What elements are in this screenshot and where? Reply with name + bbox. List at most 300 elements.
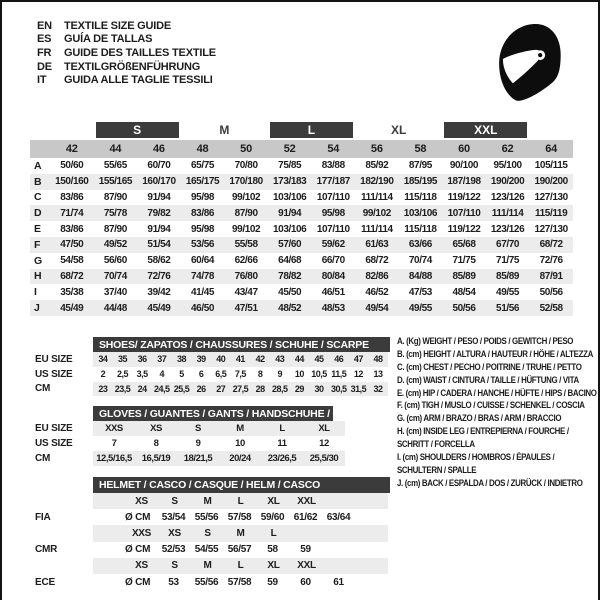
- measurement-cell: 71/75: [452, 255, 476, 267]
- measurement-cell: 150/160: [55, 176, 89, 188]
- measurement-legend: [397, 336, 600, 491]
- glove-size-cell: 20/24: [229, 453, 251, 464]
- measurement-cell: 90/100: [449, 160, 479, 172]
- title-block: [37, 19, 216, 87]
- shoe-size-cell: 43: [275, 354, 285, 365]
- row-letter: F: [34, 238, 41, 251]
- measure-row-e: [30, 221, 573, 237]
- size-group-m: M: [219, 123, 230, 137]
- measurement-cell: 83/86: [191, 207, 215, 219]
- helmet-size-header-cell: XXS: [131, 527, 152, 539]
- shoe-size-cell: 30: [314, 383, 324, 394]
- helmet-size-header-cell: M: [236, 527, 245, 539]
- helmet-size-cell: 58: [267, 544, 278, 556]
- helmet-size-cell: 60: [300, 576, 311, 588]
- helmet-size-cell: 53: [168, 576, 179, 588]
- size-group-spacer: [30, 122, 94, 138]
- measurement-cell: 91/94: [147, 223, 171, 235]
- measurement-cell: 71/74: [60, 207, 84, 219]
- measurement-cell: 95/98: [321, 207, 345, 219]
- measurement-cell: 85/89: [452, 270, 476, 282]
- shoe-size-cell: 26: [196, 383, 206, 394]
- measurement-cell: 76/80: [234, 270, 258, 282]
- helmet-size-cell: 57/58: [227, 511, 252, 523]
- diameter-unit: Ø CM: [125, 511, 151, 523]
- measurement-cell: 46/52: [365, 286, 389, 298]
- helmet-size-cell: 52/53: [161, 544, 186, 556]
- shoe-size-cell: 25,5: [173, 383, 190, 394]
- measurement-cell: 165/175: [185, 176, 220, 188]
- measurement-cell: 68/72: [539, 239, 563, 251]
- title-line: [37, 60, 216, 74]
- legend-line: SCHRITT / FORCELLA: [397, 439, 475, 450]
- shoe-size-cell: 46: [334, 354, 344, 365]
- measurement-cell: 190/200: [534, 176, 568, 188]
- shoe-size-cell: 11,5: [331, 369, 347, 380]
- measurement-cell: 119/122: [447, 191, 481, 203]
- helmet-cmr-row: [30, 542, 390, 558]
- guide-title: TEXTILE SIZE GUIDE: [64, 19, 172, 32]
- helmet-size-header-cell: XS: [135, 560, 148, 572]
- measure-row-b: [30, 174, 573, 190]
- shoe-size-cell: 6,5: [215, 369, 227, 380]
- shoe-size-cell: 45: [314, 354, 324, 365]
- measurement-cell: 105/115: [534, 160, 568, 172]
- measurement-cell: 41/45: [191, 286, 215, 298]
- shoe-size-cell: 7,5: [234, 369, 246, 380]
- measurement-cell: 83/86: [60, 223, 84, 235]
- title-line: [37, 46, 216, 60]
- helmet-size-header-cell: XS: [168, 527, 181, 539]
- helmet-size-cell: 63/64: [326, 511, 351, 523]
- measurement-cell: 60/70: [147, 160, 171, 172]
- size-header-cell: 52: [283, 143, 296, 155]
- shoe-size-cell: 31,5: [350, 383, 367, 394]
- measurement-cell: 54/58: [60, 255, 84, 267]
- shoe-size-cell: 48: [373, 354, 383, 365]
- shoe-size-cell: 40: [216, 354, 226, 365]
- measurement-cell: 46/51: [321, 286, 345, 298]
- glove-size-cell: 18/21,5: [183, 453, 213, 464]
- legend-line: H. (cm) INSIDE LEG / ENTREPIERNA / FOURCHE /: [397, 426, 569, 437]
- shoe-size-cell: 29: [294, 383, 304, 394]
- shoe-size-cell: 13: [373, 369, 383, 380]
- measurement-cell: 45/49: [147, 302, 171, 314]
- measurement-cell: 155/165: [98, 176, 133, 188]
- row-letter: E: [34, 223, 42, 236]
- measure-row-f: [30, 237, 573, 253]
- size-header-cell: 44: [109, 143, 122, 155]
- measurement-cell: 67/70: [496, 239, 520, 251]
- measurement-cell: 70/74: [103, 270, 127, 282]
- helmet-size-header-cell: XXL: [297, 495, 316, 507]
- measurement-cell: 56/60: [103, 255, 127, 267]
- size-header-cell: 54: [327, 143, 340, 155]
- shoe-size-cell: 28: [255, 383, 265, 394]
- helmet-size-header-cell: S: [204, 527, 211, 539]
- row-label: CM: [35, 383, 51, 395]
- row-label: EU SIZE: [35, 353, 73, 365]
- row-letter: A: [34, 159, 42, 172]
- glove-size-cell: 23/26,5: [267, 453, 297, 464]
- gloves-eu-row: [30, 421, 390, 436]
- language-code: ES: [37, 33, 52, 46]
- guide-title: GUIDA ALLE TAGLIE TESSILI: [64, 74, 213, 87]
- size-header-cell: 58: [414, 143, 427, 155]
- row-letter: C: [34, 191, 42, 204]
- measurement-cell: 107/110: [316, 223, 350, 235]
- measurement-cell: 95/100: [493, 160, 522, 172]
- legend-line: A. (Kg) WEIGHT / PESO / POIDS / GEWITCH / PESO: [397, 336, 574, 346]
- measurement-cell: 50/56: [452, 302, 476, 314]
- measurement-cell: 91/94: [278, 207, 302, 219]
- measurement-cell: 44/48: [103, 302, 127, 314]
- shoe-size-cell: 24,5: [154, 383, 170, 394]
- measurement-cell: 65/75: [191, 160, 215, 172]
- measurement-cell: 185/195: [403, 176, 438, 188]
- measure-row-c: [30, 190, 573, 206]
- measurement-cell: 123/126: [490, 223, 525, 235]
- measurement-cell: 49/54: [365, 302, 389, 314]
- legend-line: SCHULTERN / SPALLE: [397, 464, 477, 475]
- measure-row-a: [30, 158, 573, 174]
- shoe-size-cell: 2,5: [116, 369, 128, 380]
- standard-label: FIA: [35, 511, 51, 523]
- size-header-cell: 64: [545, 143, 558, 155]
- measurement-cell: 119/122: [447, 223, 481, 235]
- shoe-size-cell: 28,5: [271, 383, 288, 394]
- measurement-cell: 80/84: [321, 270, 345, 282]
- standard-label: CMR: [35, 544, 58, 556]
- legend-line: C. (cm) CHEST / PECHO / POITRINE / TRUHE / PETTO: [397, 361, 582, 372]
- helmet-ece-row: [30, 574, 390, 590]
- measurement-cell: 75/85: [278, 160, 302, 172]
- measurement-cell: 111/114: [360, 223, 393, 235]
- measurement-cell: 170/180: [229, 176, 263, 188]
- shoes-size-table: [30, 337, 390, 396]
- helmet-icon: [490, 15, 566, 109]
- legend-line: J. (cm) BACK / ESPALDA / DOS / ZURÜCK / INDIETRO: [397, 477, 583, 488]
- measurement-cell: 47/51: [234, 302, 258, 314]
- title-line: [37, 19, 216, 33]
- measurement-cell: 177/187: [316, 176, 350, 188]
- measurement-cell: 46/50: [191, 302, 215, 314]
- language-code: IT: [37, 74, 47, 87]
- measurement-cell: 48/52: [278, 302, 302, 314]
- shoe-size-cell: 39: [196, 354, 206, 365]
- shoe-size-cell: 3,5: [136, 369, 148, 380]
- helmet-size-cell: 55/56: [194, 576, 219, 588]
- measurement-cell: 71/75: [496, 255, 520, 267]
- measurement-cell: 78/82: [278, 270, 302, 282]
- shoe-size-cell: 4: [159, 369, 165, 380]
- helmet-size-cell: 59: [267, 576, 278, 588]
- helmet-fia-row: [30, 509, 390, 525]
- measurement-cell: 87/90: [103, 191, 127, 203]
- glove-size-cell: 16,5/19: [141, 453, 171, 464]
- measurement-cell: 99/102: [232, 223, 261, 235]
- gloves-us-row: [30, 436, 390, 451]
- shoe-size-cell: 2: [100, 369, 106, 380]
- measure-row-j: [30, 300, 573, 316]
- guide-title: GUÍA DE TALLAS: [64, 33, 153, 46]
- shoe-size-cell: 10: [294, 369, 304, 380]
- measurement-cell: 35/38: [60, 286, 84, 298]
- helmet-size-cell: 59: [300, 544, 311, 556]
- measurement-cell: 190/200: [490, 176, 525, 188]
- measurement-cell: 85/92: [365, 160, 389, 172]
- measurement-cell: 111/114: [360, 191, 393, 203]
- measurement-cell: 47/53: [408, 286, 432, 298]
- glove-size-cell: XL: [318, 423, 330, 434]
- size-header-cell: 60: [458, 143, 470, 155]
- shoes-eu-row: [30, 352, 390, 367]
- helmet-size-header-cell: M: [203, 495, 212, 507]
- helmet-size-header-cell: XL: [267, 495, 280, 507]
- measurement-cell: 107/110: [316, 191, 350, 203]
- measurement-cell: 50/60: [60, 160, 84, 172]
- measurement-cell: 52/58: [539, 302, 563, 314]
- measurement-cell: 123/126: [490, 191, 525, 203]
- glove-size-cell: S: [195, 423, 201, 434]
- measurement-cell: 68/72: [365, 255, 389, 267]
- measurement-cell: 87/95: [408, 160, 432, 172]
- helmet-size-header-cell: XS: [135, 495, 148, 507]
- size-group-l: L: [270, 122, 353, 138]
- size-group-xl: XL: [390, 123, 407, 137]
- glove-size-cell: 7: [111, 438, 117, 449]
- measurement-cell: 173/183: [273, 176, 307, 188]
- size-header-cell: 46: [153, 143, 165, 155]
- measurement-cell: 103/106: [403, 207, 438, 219]
- row-label: US SIZE: [35, 438, 73, 449]
- helmet-fia-sizes-row: [30, 493, 390, 509]
- size-header-row: [30, 140, 573, 158]
- measurement-cell: 37/40: [103, 286, 127, 298]
- helmet-size-table: [30, 477, 390, 590]
- measure-row-d: [30, 205, 573, 221]
- gloves-size-table: [30, 406, 390, 466]
- measurement-cell: 72/76: [147, 270, 171, 282]
- measure-row-g: [30, 253, 573, 269]
- glove-size-cell: 12,5/16,5: [96, 453, 132, 464]
- size-group-row: [30, 122, 573, 138]
- measurement-cell: 127/130: [534, 191, 568, 203]
- size-group-xxl: XXL: [444, 122, 527, 138]
- helmet-size-cell: 61/62: [293, 511, 318, 523]
- measurement-cell: 58/62: [147, 255, 171, 267]
- measurement-cell: 83/88: [321, 160, 345, 172]
- helmet-size-header-cell: L: [270, 527, 277, 539]
- measurement-cell: 74/78: [191, 270, 215, 282]
- measurement-cell: 75/78: [103, 207, 127, 219]
- measurement-cell: 82/86: [365, 270, 389, 282]
- measurement-cell: 111/114: [491, 207, 524, 219]
- size-header-cell: 50: [240, 143, 253, 155]
- language-code: FR: [37, 46, 52, 59]
- measurement-cell: 51/56: [496, 302, 520, 314]
- shoes-us-row: [30, 367, 390, 382]
- helmet-size-header-cell: XL: [267, 560, 280, 572]
- language-code: EN: [37, 19, 52, 32]
- language-code: DE: [37, 60, 52, 73]
- measurement-cell: 48/54: [452, 286, 476, 298]
- measurement-cell: 68/72: [60, 270, 84, 282]
- size-header-cell: 42: [65, 143, 78, 155]
- size-header-cell: 56: [370, 143, 383, 155]
- shoe-size-cell: 30,5: [330, 383, 347, 394]
- measurement-cell: 115/119: [535, 207, 568, 219]
- shoe-size-cell: 37: [157, 354, 167, 365]
- shoe-size-cell: 23: [98, 383, 108, 394]
- measurement-cell: 127/130: [534, 223, 568, 235]
- helmet-size-header-cell: S: [171, 495, 178, 507]
- measurement-cell: 53/56: [191, 239, 215, 251]
- measurement-cell: 85/89: [496, 270, 520, 282]
- measurement-cell: 43/47: [234, 286, 258, 298]
- row-letter: B: [34, 175, 42, 188]
- shoes-table-title: SHOES/ ZAPATOS / CHAUSSURES / SCHUHE / SCARPE: [93, 337, 390, 352]
- shoe-size-cell: 27,5: [232, 383, 249, 394]
- measurement-cell: 103/106: [273, 191, 307, 203]
- diameter-unit: Ø CM: [125, 544, 151, 556]
- shoe-size-cell: 32: [373, 383, 383, 394]
- measurement-cell: 70/74: [408, 255, 432, 267]
- measurement-cell: 107/110: [447, 207, 481, 219]
- measurement-cell: 65/68: [452, 239, 476, 251]
- helmet-size-header-cell: L: [237, 560, 244, 572]
- helmet-table-title: HELMET / CASCO / CASQUE / HELM / CASCO: [93, 477, 390, 493]
- measurement-cell: 51/54: [147, 239, 171, 251]
- measurement-cell: 62/66: [234, 255, 258, 267]
- glove-size-cell: 8: [153, 438, 159, 449]
- measurement-cell: 39/42: [147, 286, 171, 298]
- measurement-cell: 115/118: [404, 191, 437, 203]
- measurement-cell: 57/60: [278, 239, 302, 251]
- shoe-size-cell: 35: [117, 354, 127, 365]
- size-header-cell: 62: [501, 143, 514, 155]
- guide-title: TEXTILGRÖßENFÜHRUNG: [64, 60, 201, 73]
- measurement-cell: 45/50: [278, 286, 302, 298]
- glove-size-cell: XS: [150, 423, 162, 434]
- shoe-size-cell: 34: [98, 354, 108, 365]
- legend-line: D. (cm) WAIST / CINTURA / TAILLE / HÜFTUNG / VITA: [397, 374, 579, 385]
- measurement-cell: 49/55: [496, 286, 520, 298]
- shoe-size-cell: 23,5: [114, 383, 131, 394]
- gloves-table-title: GLOVES / GUANTES / GANTS / HANDSCHUHE / GUANTI: [93, 406, 333, 421]
- shoe-size-cell: 12: [353, 369, 363, 380]
- shoe-size-cell: 9: [277, 369, 282, 380]
- measurement-cell: 63/66: [408, 239, 432, 251]
- row-label: EU SIZE: [35, 423, 73, 434]
- helmet-size-cell: 56/57: [227, 544, 252, 556]
- row-letter: D: [34, 207, 42, 220]
- measurement-cell: 182/190: [360, 176, 394, 188]
- measurement-cell: 48/53: [321, 302, 345, 314]
- glove-size-cell: 11: [277, 438, 287, 449]
- measurement-cell: 91/94: [147, 191, 171, 203]
- measurement-cell: 59/62: [321, 239, 345, 251]
- helmet-ece-sizes-row: [30, 558, 390, 574]
- measurement-cell: 55/58: [234, 239, 258, 251]
- row-letter: I: [34, 286, 37, 299]
- shoe-size-cell: 24: [137, 383, 147, 394]
- shoe-size-cell: 8: [257, 369, 263, 380]
- glove-size-cell: 10: [235, 438, 245, 449]
- measurement-cell: 79/82: [147, 207, 171, 219]
- measurement-cell: 187/198: [447, 176, 481, 188]
- shoe-size-cell: 41: [235, 354, 245, 365]
- legend-line: F. (cm) TIGH / MUSLO / CUISSE / SCHENKEL / COSCIA: [397, 400, 585, 411]
- legend-line: G. (cm) ARM / BRAZO / BRAS / ARM / BRACCIO: [397, 413, 562, 424]
- measurement-cell: 64/68: [278, 255, 302, 267]
- helmet-cmr-sizes-row: [30, 525, 390, 541]
- shoe-size-cell: 5: [179, 369, 184, 380]
- measurement-cell: 61/63: [365, 239, 389, 251]
- helmet-size-cell: 54/55: [194, 544, 219, 556]
- shoe-size-cell: 6: [198, 369, 204, 380]
- size-group-spacer: [529, 122, 573, 138]
- measurement-cell: 103/106: [273, 223, 307, 235]
- measurement-cell: 72/76: [539, 255, 563, 267]
- measurement-cell: 47/50: [60, 239, 84, 251]
- textile-size-table: [30, 122, 573, 316]
- measurement-cell: 95/98: [191, 191, 215, 203]
- glove-size-cell: 25,5/30: [309, 453, 339, 464]
- legend-line: B. (cm) HEIGHT / ALTURA / HAUTEUR / HÖHE / ALTEZZA: [397, 348, 593, 359]
- measurement-cell: 115/118: [404, 223, 437, 235]
- helmet-size-cell: 57/58: [227, 576, 252, 588]
- gloves-cm-row: [30, 451, 390, 466]
- measurement-cell: 55/65: [103, 160, 127, 172]
- shoe-size-cell: 27: [216, 383, 226, 394]
- measure-row-h: [30, 269, 573, 285]
- measurement-cell: 70/80: [234, 160, 258, 172]
- glove-size-cell: L: [279, 423, 285, 434]
- title-line: [37, 33, 216, 47]
- measurement-cell: 99/102: [362, 207, 391, 219]
- measurement-cell: 49/55: [408, 302, 432, 314]
- glove-size-cell: XXS: [105, 423, 123, 434]
- measurement-cell: 49/52: [103, 239, 127, 251]
- measurement-cell: 84/88: [408, 270, 432, 282]
- glove-size-cell: 12: [319, 438, 329, 449]
- legend-line: I. (cm) SHOULDERS / HOMBROS / ÉPAULES /: [397, 452, 555, 463]
- row-label: CM: [35, 453, 51, 464]
- measurement-cell: 99/102: [232, 191, 261, 203]
- helmet-size-header-cell: S: [171, 560, 178, 572]
- glove-size-cell: 9: [195, 438, 201, 449]
- helmet-size-cell: 53/54: [161, 511, 186, 523]
- measurement-cell: 160/170: [142, 176, 176, 188]
- helmet-size-cell: 55/56: [194, 511, 219, 523]
- standard-label: ECE: [35, 576, 55, 588]
- measurement-cell: 60/64: [191, 255, 215, 267]
- row-letter: G: [34, 254, 43, 267]
- measurement-cell: 95/98: [191, 223, 215, 235]
- helmet-size-header-cell: XXL: [297, 560, 316, 572]
- helmet-size-cell: 61: [333, 576, 344, 588]
- shoes-cm-row: [30, 382, 390, 397]
- row-letter: J: [34, 302, 40, 315]
- diameter-unit: Ø CM: [125, 576, 151, 588]
- shoe-size-cell: 36: [137, 354, 147, 365]
- measurement-cell: 87/90: [234, 207, 258, 219]
- size-group-s: S: [96, 122, 179, 138]
- measure-row-i: [30, 284, 573, 300]
- measurement-cell: 87/90: [103, 223, 127, 235]
- row-letter: H: [34, 270, 42, 283]
